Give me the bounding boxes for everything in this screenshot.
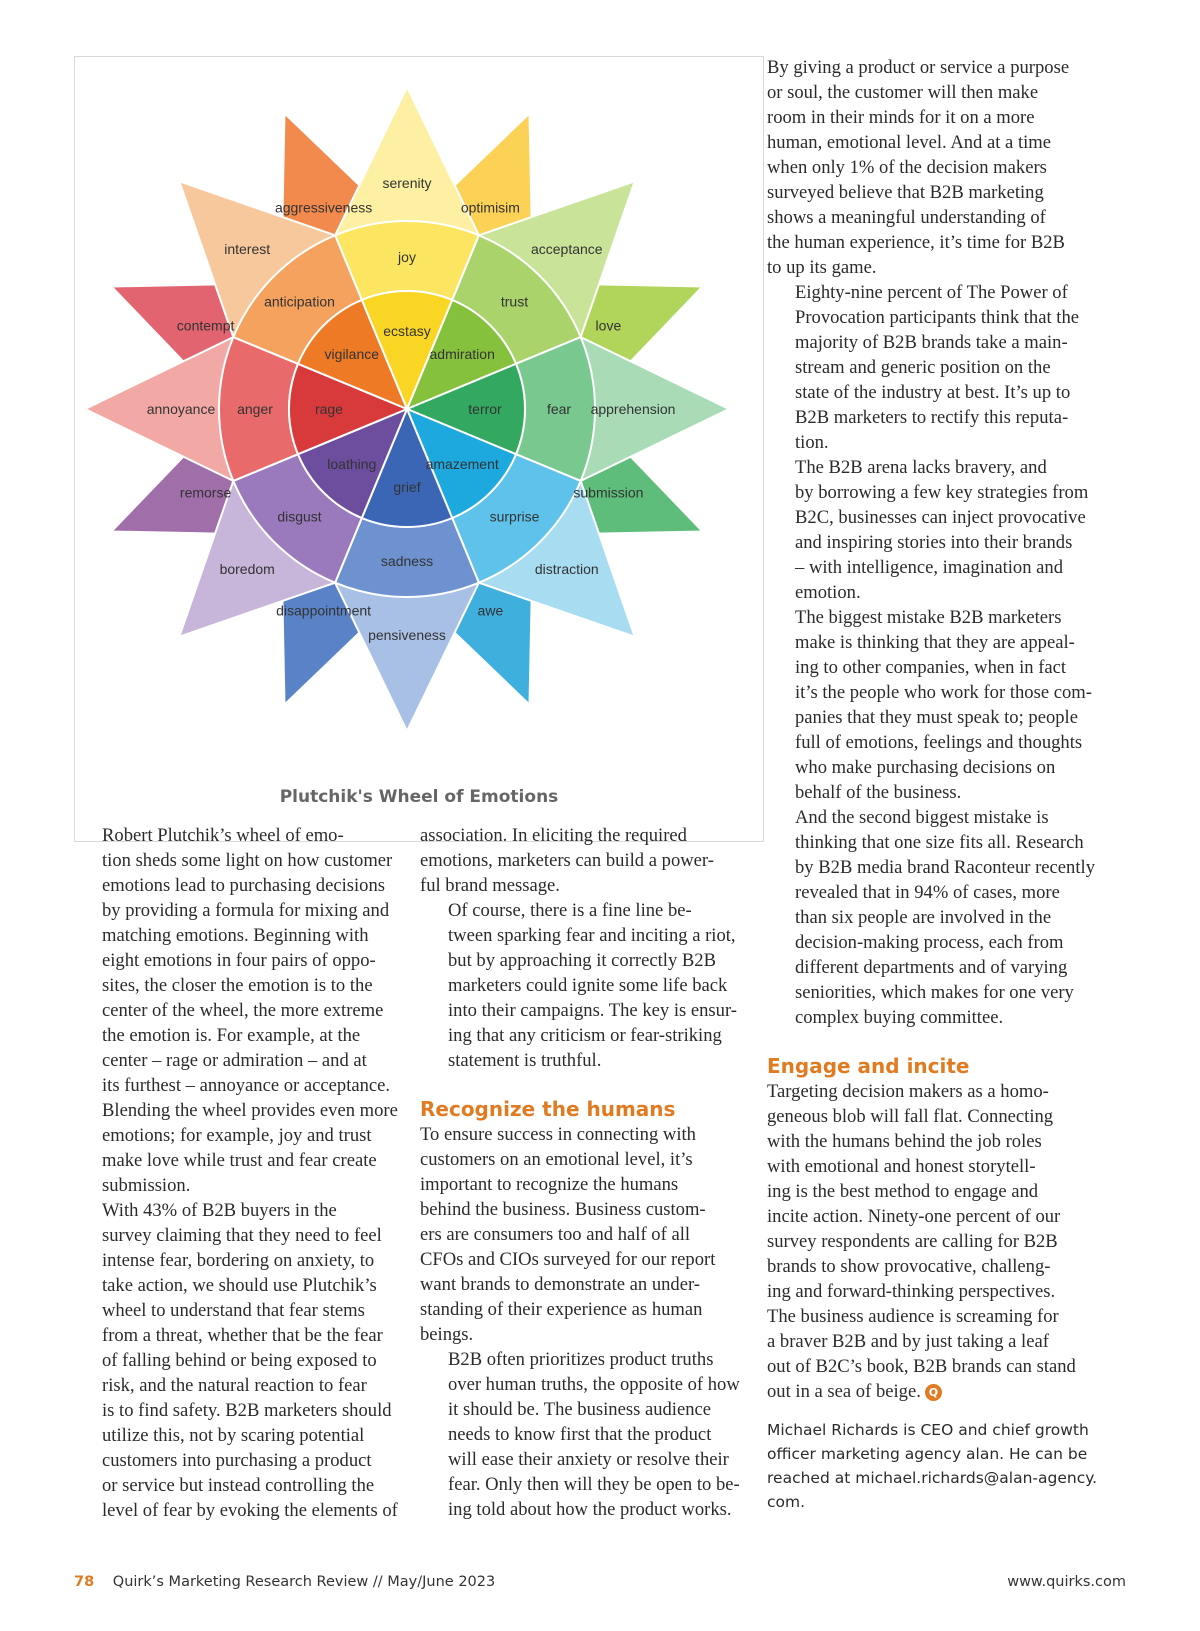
page-footer <box>74 1574 1126 1598</box>
paragraph <box>767 55 1112 280</box>
label-tip: annoyance <box>146 401 216 417</box>
text-line: Robert Plutchik’s wheel of emo- <box>102 825 344 846</box>
text-line: sites, the closer the emotion is to the <box>102 975 373 996</box>
text-line: The biggest mistake B2B marketers <box>795 607 1062 628</box>
text-line: submission. <box>102 1175 191 1196</box>
text-line: by B2B media brand Raconteur recently <box>795 857 1095 878</box>
text-line: geneous blob will fall flat. Connecting <box>767 1106 1054 1127</box>
text-line: the emotion is. For example, at the <box>102 1025 361 1046</box>
text-line: room in their minds for it on a more <box>767 107 1035 128</box>
text-line: when only 1% of the decision makers <box>767 157 1047 178</box>
text-line: complex buying committee. <box>795 1007 1004 1028</box>
label-primary-outer: love <box>595 317 622 334</box>
text-line: standing of their experience as human <box>420 1299 703 1320</box>
text-line: important to recognize the humans <box>420 1174 679 1195</box>
text-line: want brands to demonstrate an under- <box>420 1274 700 1295</box>
section-heading: Recognize the humans <box>420 1097 676 1121</box>
text-line: Provocation participants think that the <box>795 307 1080 328</box>
text-line: ers are consumers too and half of all <box>420 1224 691 1245</box>
text-line: emotion. <box>795 582 861 603</box>
paragraph <box>420 1347 750 1522</box>
text-line: ing to other companies, when in fact <box>795 657 1067 678</box>
text-line: survey respondents are calling for B2B <box>767 1231 1058 1252</box>
text-line: statement is truthful. <box>448 1050 602 1071</box>
text-line: The business audience is screaming for <box>767 1306 1059 1327</box>
paragraph <box>420 823 750 898</box>
text-line: incite action. Ninety-one percent of our <box>767 1206 1061 1227</box>
label-tip: boredom <box>219 560 275 577</box>
text-line: level of fear by evoking the elements of <box>102 1500 398 1521</box>
text-line: emotions lead to purchasing decisions <box>102 875 385 896</box>
text-line: With 43% of B2B buyers in the <box>102 1200 337 1221</box>
label-inner: ecstasy <box>383 323 431 339</box>
text-line: decision-making process, each from <box>795 932 1064 953</box>
paragraph <box>420 1122 750 1347</box>
text-line: make is thinking that they are appeal- <box>795 632 1075 653</box>
paragraph <box>767 455 1112 605</box>
text-line: panies that they must speak to; people <box>795 707 1078 728</box>
label-inner: rage <box>314 401 344 417</box>
text-line: by borrowing a few key strategies from <box>795 482 1089 503</box>
author-bio <box>767 1418 1112 1514</box>
text-line: reached at michael.richards@alan-agency. <box>767 1469 1098 1487</box>
figure-plutchik-wheel <box>74 56 764 842</box>
text-line: beings. <box>420 1324 474 1345</box>
text-line: out of B2C’s book, B2B brands can stand <box>767 1356 1076 1377</box>
text-line: customers on an emotional level, it’s <box>420 1149 693 1170</box>
label-tip: apprehension <box>590 401 676 417</box>
page-number: 78 <box>74 1574 95 1590</box>
text-line: or soul, the customer will then make <box>767 82 1039 103</box>
publication-title: Quirk’s Marketing Research Review // May/June 2023 <box>112 1574 496 1590</box>
text-line: CFOs and CIOs surveyed for our report <box>420 1249 716 1270</box>
column-right <box>767 55 1112 1514</box>
text-line: make love while trust and fear create <box>102 1150 377 1171</box>
label-primary-outer: awe <box>477 602 504 619</box>
text-line: And the second biggest mistake is <box>795 807 1049 828</box>
label-inner: loathing <box>327 456 377 473</box>
text-line: Of course, there is a fine line be- <box>448 900 692 921</box>
text-line: by providing a formula for mixing and <box>102 900 390 921</box>
text-line: Blending the wheel provides even more <box>102 1100 398 1121</box>
paragraph <box>420 898 750 1073</box>
text-line: center – rage or admiration – and at <box>102 1050 367 1071</box>
figure-caption: Plutchik's Wheel of Emotions <box>279 787 559 807</box>
label-middle: disgust <box>277 508 322 525</box>
label-inner: vigilance <box>324 345 380 362</box>
text-line: wheel to understand that fear stems <box>102 1300 365 1321</box>
text-line: fear. Only then will they be open to be- <box>448 1474 740 1495</box>
text-line: stream and generic position on the <box>795 357 1051 378</box>
text-line: survey claiming that they need to feel <box>102 1225 382 1246</box>
text-line: its furthest – annoyance or acceptance. <box>102 1075 391 1096</box>
text-line: Michael Richards is CEO and chief growth <box>767 1421 1089 1439</box>
text-line: officer marketing agency alan. He can be <box>767 1445 1088 1463</box>
text-line: emotions, marketers can build a power- <box>420 850 714 871</box>
text-line: surveyed believe that B2B marketing <box>767 182 1044 203</box>
column-middle <box>420 823 750 1522</box>
text-line: tion sheds some light on how customer <box>102 850 393 871</box>
text-line: B2C, businesses can inject provocative <box>795 507 1086 528</box>
label-middle: joy <box>398 249 416 265</box>
text-line: revealed that in 94% of cases, more <box>795 882 1060 903</box>
text-line: who make purchasing decisions on <box>795 757 1056 778</box>
text-line: tion. <box>795 432 829 453</box>
text-line: take action, we should use Plutchik’s <box>102 1275 377 1296</box>
text-line: but by approaching it correctly B2B <box>448 950 716 971</box>
text-line: of falling behind or being exposed to <box>102 1350 377 1371</box>
text-line: will ease their anxiety or resolve their <box>448 1449 729 1470</box>
text-line: center of the wheel, the more extreme <box>102 1000 384 1021</box>
text-line: emotions; for example, joy and trust <box>102 1125 372 1146</box>
text-line: shows a meaningful understanding of <box>767 207 1046 228</box>
paragraph <box>767 605 1112 805</box>
text-line: than six people are involved in the <box>795 907 1052 928</box>
text-line: it should be. The business audience <box>448 1399 712 1420</box>
text-line: state of the industry at best. It’s up to <box>795 382 1071 403</box>
label-tip: serenity <box>382 175 432 191</box>
text-line: it’s the people who work for those com- <box>795 682 1092 703</box>
text-line: is to find safety. B2B marketers should <box>102 1400 392 1421</box>
column-left <box>74 823 404 1523</box>
paragraph <box>74 1198 404 1523</box>
paragraph <box>767 280 1112 455</box>
text-line: customers into purchasing a product <box>102 1450 372 1471</box>
text-line: thinking that one size fits all. Research <box>795 832 1084 853</box>
label-middle: anticipation <box>264 293 335 310</box>
paragraph <box>767 805 1112 1030</box>
text-line: ful brand message. <box>420 875 560 896</box>
label-primary-outer: disappointment <box>276 602 372 619</box>
label-primary-outer: optimisim <box>460 199 520 216</box>
text-line: majority of B2B brands take a main- <box>795 332 1068 353</box>
label-inner: grief <box>393 479 421 495</box>
text-line: ing and forward-thinking perspectives. <box>767 1281 1056 1302</box>
label-middle: sadness <box>380 553 434 569</box>
label-primary-outer: submission <box>573 484 644 501</box>
text-line: and inspiring stories into their brands <box>795 532 1073 553</box>
text-line: marketers could ignite some life back <box>448 975 728 996</box>
text-line: from a threat, whether that be the fear <box>102 1325 383 1346</box>
label-inner: admiration <box>429 345 495 362</box>
text-line: behind the business. Business custom- <box>420 1199 706 1220</box>
text-line: behalf of the business. <box>795 782 962 803</box>
text-line: a braver B2B and by just taking a leaf <box>767 1331 1049 1352</box>
text-line: full of emotions, feelings and thoughts <box>795 732 1083 753</box>
paragraph <box>74 823 404 1198</box>
text-line: out in a sea of beige. Q <box>767 1379 1112 1404</box>
text-line: seniorities, which makes for one very <box>795 982 1074 1003</box>
text-line: over human truths, the opposite of how <box>448 1374 740 1395</box>
text-line: association. In eliciting the required <box>420 825 687 846</box>
text-line: to up its game. <box>767 257 877 278</box>
website-link[interactable]: www.quirks.com <box>1007 1574 1126 1590</box>
text-line: intense fear, bordering on anxiety, to <box>102 1250 375 1271</box>
text-line: the human experience, it’s time for B2B <box>767 232 1065 253</box>
label-primary-outer: remorse <box>179 484 232 501</box>
text-line: Targeting decision makers as a homo- <box>767 1081 1049 1102</box>
label-primary-outer: aggressiveness <box>274 199 373 216</box>
text-line: ing that any criticism or fear-striking <box>448 1025 722 1046</box>
text-line: into their campaigns. The key is ensur- <box>448 1000 737 1021</box>
text-line: with emotional and honest storytell- <box>767 1156 1036 1177</box>
label-middle: anger <box>237 401 273 417</box>
text-line: human, emotional level. And at a time <box>767 132 1051 153</box>
text-line: com. <box>767 1493 806 1511</box>
text-line: – with intelligence, imagination and <box>795 557 1063 578</box>
text-line: utilize this, not by scaring potential <box>102 1425 365 1446</box>
text-line: ing is the best method to engage and <box>767 1181 1039 1202</box>
label-middle: trust <box>500 293 529 310</box>
label-tip: distraction <box>534 560 599 577</box>
text-line: By giving a product or service a purpose <box>767 57 1070 78</box>
text-line: To ensure success in connecting with <box>420 1124 696 1145</box>
text-line: needs to know first that the product <box>448 1424 712 1445</box>
text-line: B2B often prioritizes product truths <box>448 1349 714 1370</box>
emotion-wheel-diagram <box>75 57 765 777</box>
text-line: matching emotions. Beginning with <box>102 925 369 946</box>
label-tip: pensiveness <box>368 627 446 643</box>
label-inner: amazement <box>425 456 499 473</box>
label-primary-outer: contempt <box>176 317 235 334</box>
label-middle: surprise <box>489 508 540 525</box>
label-tip: acceptance <box>530 241 603 258</box>
text-line: brands to show provocative, challeng- <box>767 1256 1051 1277</box>
text-line: B2B marketers to rectify this reputa- <box>795 407 1069 428</box>
text-line: The B2B arena lacks bravery, and <box>795 457 1047 478</box>
text-line: with the humans behind the job roles <box>767 1131 1042 1152</box>
label-tip: interest <box>224 241 271 258</box>
text-line: different departments and of varying <box>795 957 1068 978</box>
text-line: ing told about how the product works. <box>448 1499 732 1520</box>
text-line: tween sparking fear and inciting a riot, <box>448 925 736 946</box>
text-line: Eighty-nine percent of The Power of <box>795 282 1068 303</box>
text-line: or service but instead controlling the <box>102 1475 375 1496</box>
label-inner: terror <box>468 401 502 417</box>
label-middle: fear <box>546 401 572 417</box>
end-mark-icon: Q <box>925 1384 942 1401</box>
text-line: risk, and the natural reaction to fear <box>102 1375 367 1396</box>
section-heading: Engage and incite <box>767 1054 970 1078</box>
text-line: eight emotions in four pairs of oppo- <box>102 950 376 971</box>
paragraph <box>767 1079 1112 1404</box>
